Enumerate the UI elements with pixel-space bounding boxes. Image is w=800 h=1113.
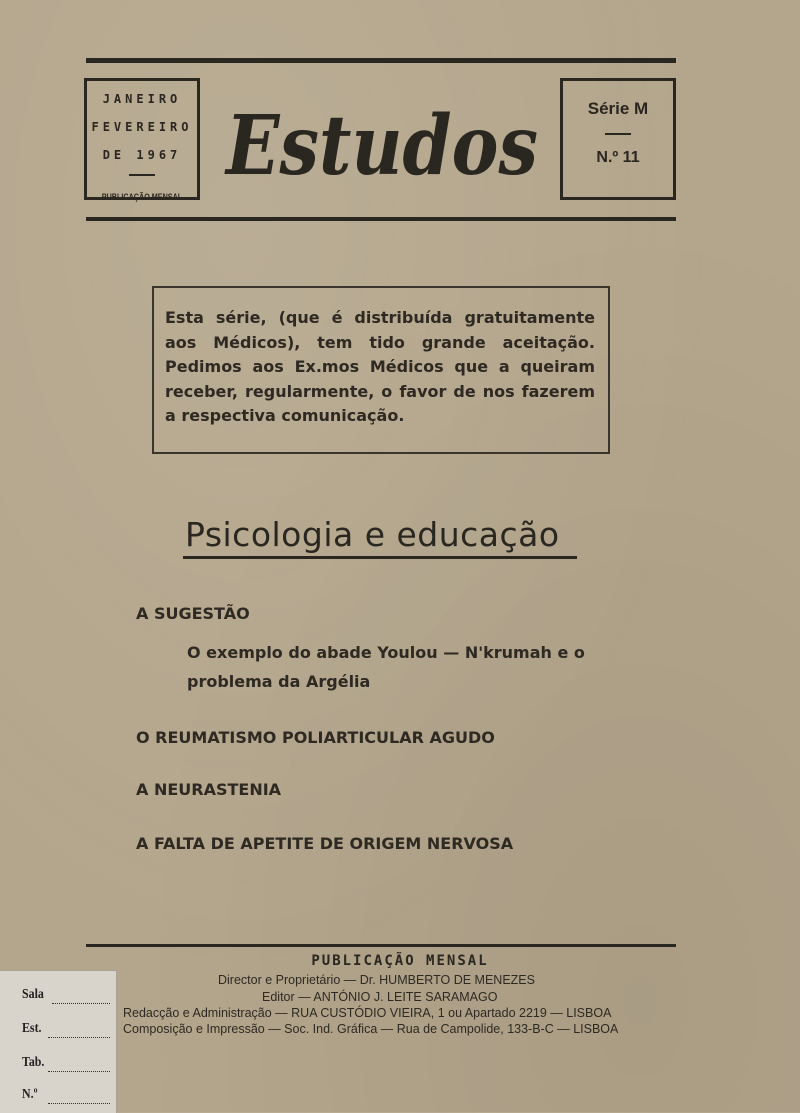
contents-item: A NEURASTENIA bbox=[136, 780, 282, 799]
header-top-rule bbox=[86, 58, 676, 63]
label-field-sala: Sala bbox=[22, 987, 44, 1002]
label-field-est: Est. bbox=[22, 1021, 42, 1036]
series-box-divider bbox=[605, 133, 631, 135]
footer-printing: Composição e Impressão — Soc. Ind. Gráfica — Rua de Campolide, 133-B-C — LISBOA bbox=[123, 1022, 619, 1036]
footer-title: PUBLICAÇÃO MENSAL bbox=[311, 953, 489, 969]
header-bottom-rule bbox=[86, 217, 676, 221]
date-line-month2: FEVEREIRO bbox=[91, 120, 193, 134]
label-line-num bbox=[48, 1103, 110, 1104]
contents-subitem: O exemplo do abade Youlou — N'krumah e o problema da Argélia bbox=[187, 643, 585, 691]
label-line-tab bbox=[48, 1071, 110, 1072]
date-box-divider bbox=[129, 174, 155, 176]
label-field-tab: Tab. bbox=[22, 1055, 45, 1070]
contents-item: A FALTA DE APETITE DE ORIGEM NERVOSA bbox=[136, 834, 514, 853]
issue-number: N.º 11 bbox=[596, 149, 640, 166]
label-line-est bbox=[48, 1037, 110, 1038]
issue-heading: Psicologia e educação bbox=[185, 515, 560, 554]
label-field-num: N.º bbox=[22, 1087, 38, 1102]
series-label: Série M bbox=[587, 99, 649, 118]
library-label-card bbox=[0, 970, 117, 1113]
footer-editor: Editor — ANTÓNIO J. LEITE SARAMAGO bbox=[262, 990, 498, 1004]
series-box bbox=[560, 78, 676, 200]
contents-item: O REUMATISMO POLIARTICULAR AGUDO bbox=[136, 728, 495, 747]
footer-director: Director e Proprietário — Dr. HUMBERTO DE MENEZES bbox=[218, 973, 535, 987]
publication-type: PUBLICAÇÃO MENSAL bbox=[101, 192, 183, 202]
date-line-year: DE 1967 bbox=[102, 148, 182, 162]
footer-rule bbox=[86, 944, 676, 947]
label-line-sala bbox=[52, 1003, 110, 1004]
footer-administration: Redacção e Administração — RUA CUSTÓDIO VIEIRA, 1 ou Apartado 2219 — LISBOA bbox=[123, 1006, 612, 1020]
contents-item: A SUGESTÃO bbox=[136, 604, 250, 623]
masthead-title: Estudos bbox=[224, 98, 538, 194]
date-line-month1: JANEIRO bbox=[102, 92, 182, 106]
date-box bbox=[84, 78, 200, 200]
notice-text: Esta série, (que é distribuída gratuitamente aos Médicos), tem tido grande aceitação. Pedimos aos Ex.mos Médicos que a queiram receber, regularmente, o favor de nos fazerem a respectiva comunicação. bbox=[165, 308, 595, 425]
masthead-logo bbox=[220, 92, 550, 192]
heading-underline bbox=[183, 556, 577, 559]
